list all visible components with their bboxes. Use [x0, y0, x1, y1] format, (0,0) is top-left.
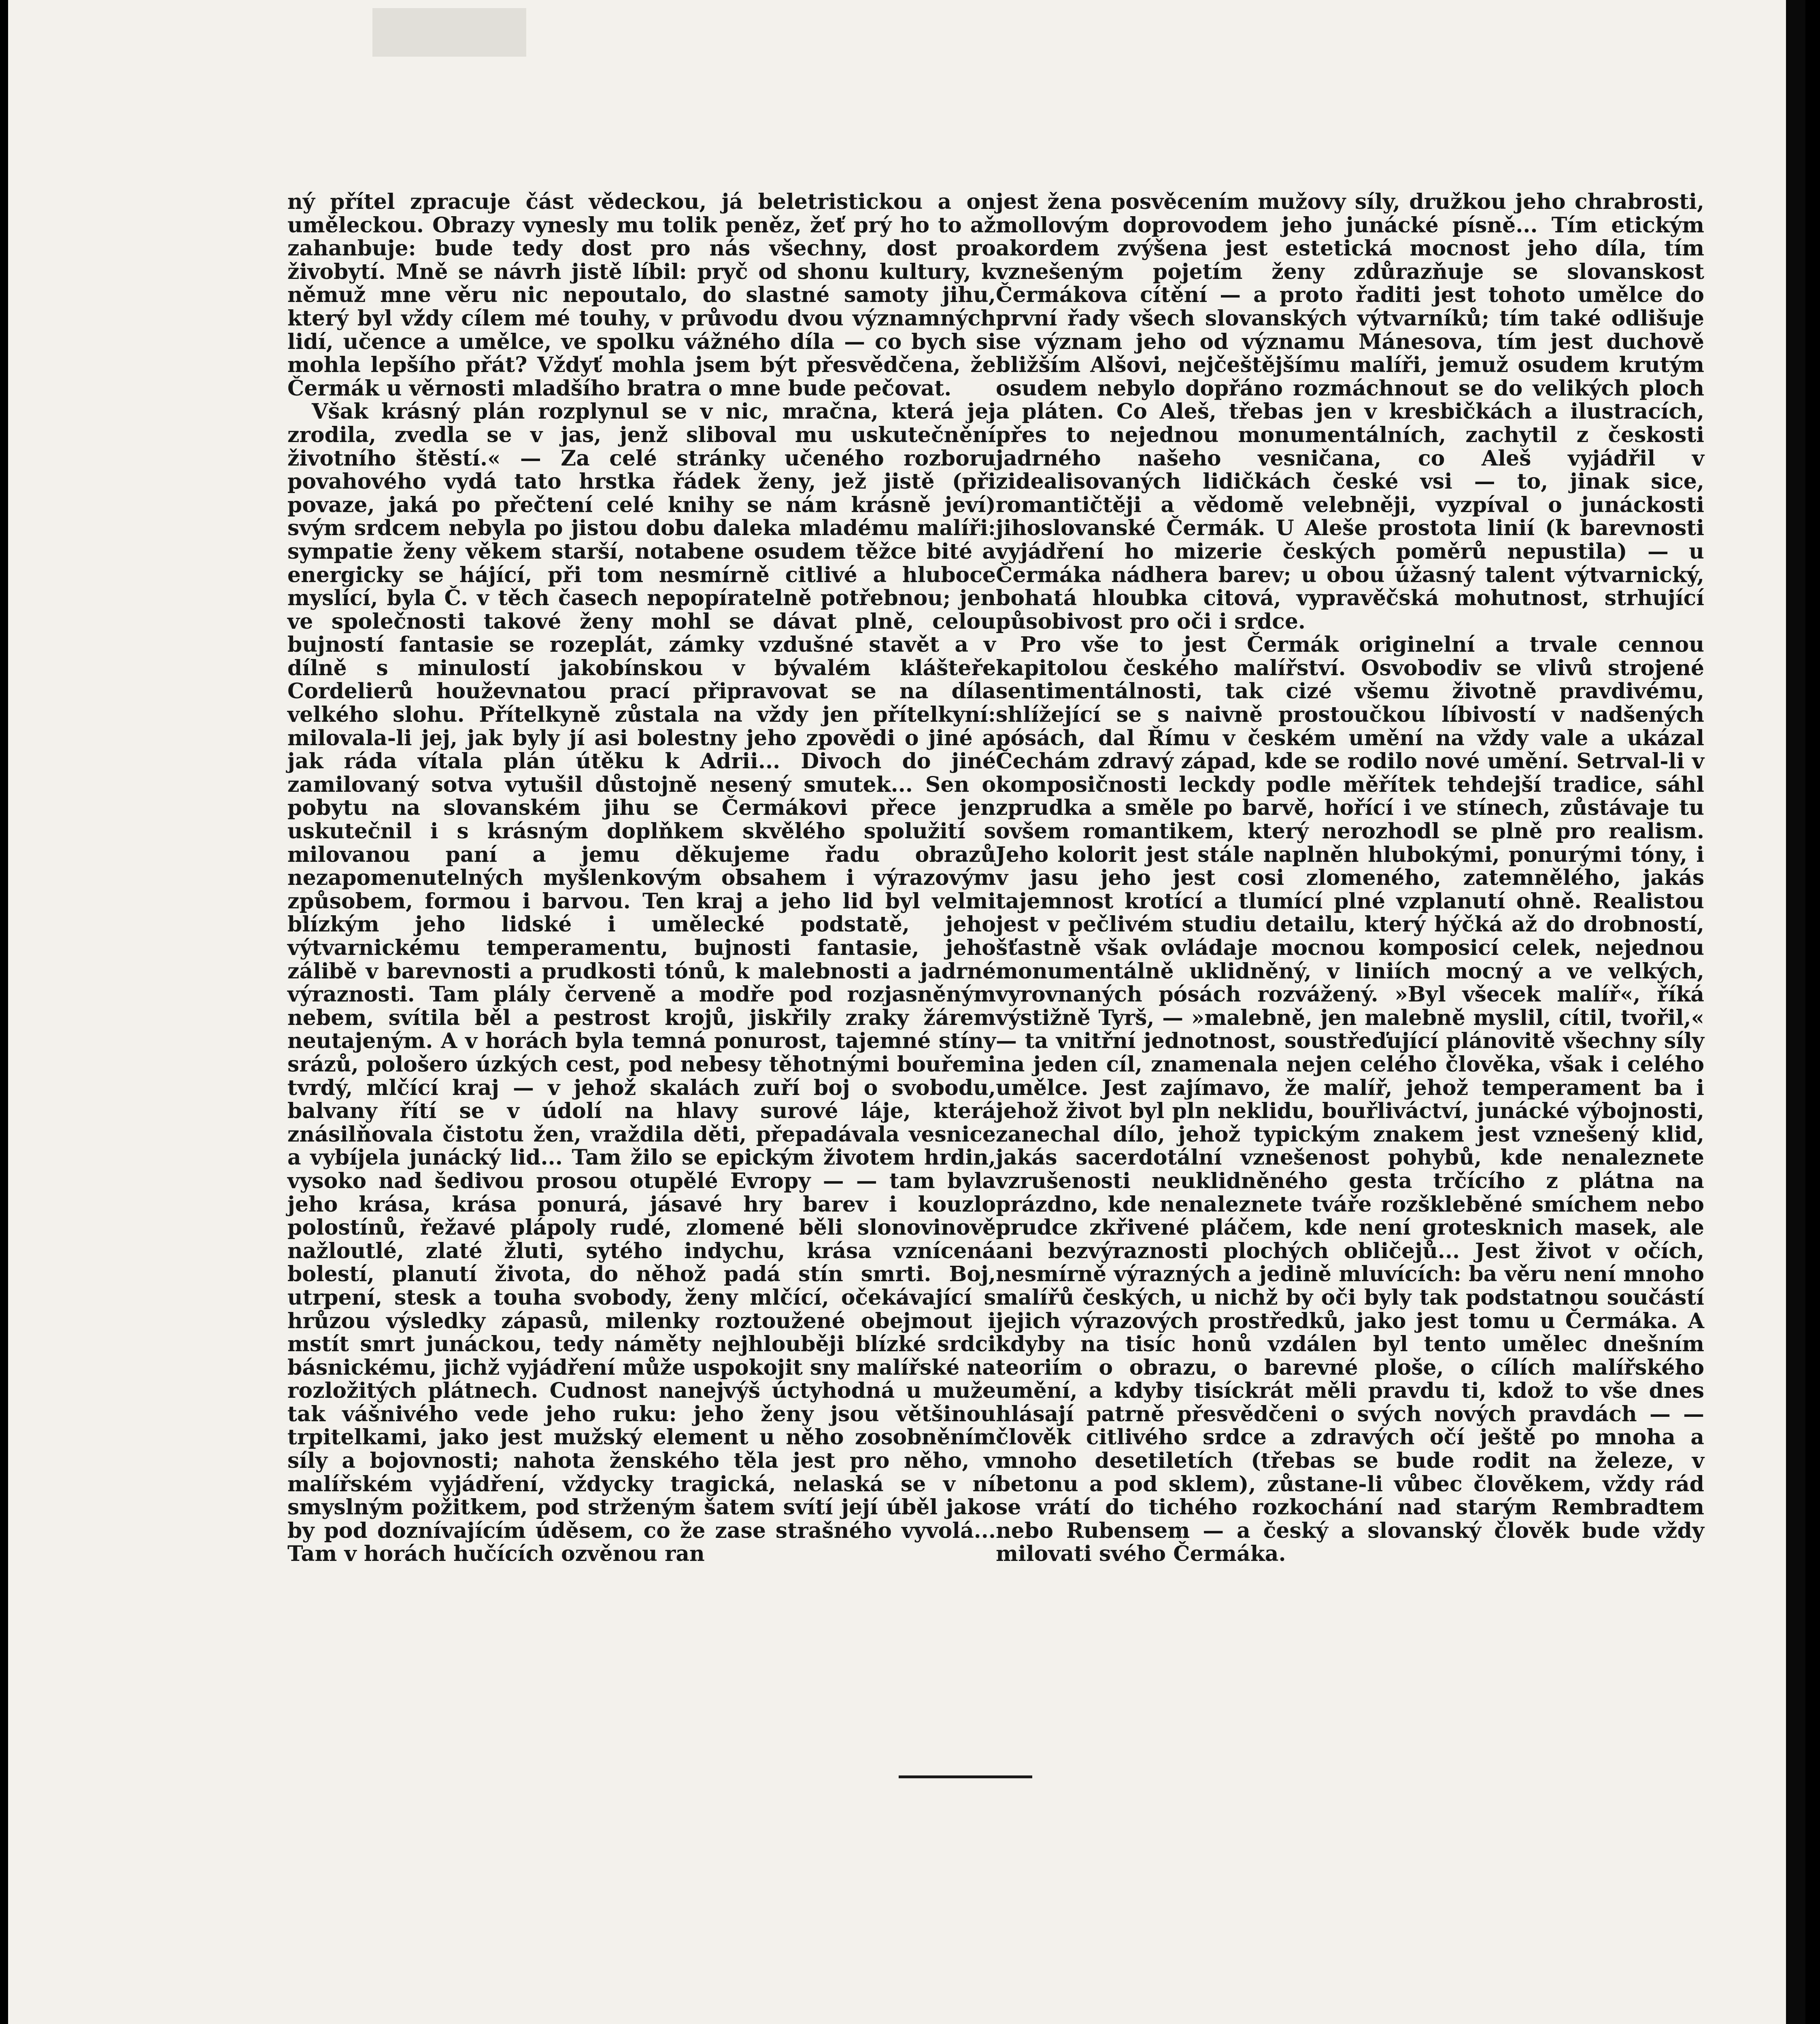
paragraph: Pro vše to jest Čermák originelní a trvale cennou kapitolou českého malířství. Osvobodiv se vlivů strojené sentimentálnosti, tak cizé všemu životně pravdivému, shlížející se s naivně prostoučkou líbivostí v nadšených pósách, dal Římu v českém umění na vždy vale a ukázal Čechám zdravý západ, kde se rodilo nové umění. Setrval-li v komposičnosti leckdy podle měřítek tehdejší tradice, sáhl zprudka a směle po barvě, hořící i ve stínech, zůstávaje tu ovšem romantikem, který nerozhodl se plně pro realism. Jeho kolorit jest stále naplněn hlubokými, ponurými tóny, i v jasu jeho jest cosi zlomeného, zatemnělého, jakás tajemnost krotící a tlumící plné vzplanutí ohně. Realistou jest v pečlivém studiu detailu, který hýčká až do drobností, šťastně však ovládaje mocnou komposicí celek, nejednou monumentálně uklidněný, v liniích mocný a ve velkých, vyrovnaných pósách rozvážený. »Byl všecek malíř«, říká výstižně Tyrš, — »malebně, jen malebně myslil, cítil, tvořil,« — ta vnitřní jednotnost, soustřeďující plánovitě všechny síly na jeden cíl, znamenala nejen celého člověka, však i celého umělce. Jest zajímavo, že malíř, jehož temperament ba i jehož život byl pln neklidu, bouřliváctví, junácké výbojnosti, zanechal dílo, jehož typickým znakem jest vznešený klid, jakás sacerdotální vznešenost pohybů, kde nenaleznete vzrušenosti neuklidněného gesta trčícího z plátna na prázdno, kde nenaleznete tváře rozškleběné smíchem nebo prudce zkřivené pláčem, kde není grotesknich masek, ale ani bezvýraznosti plochých obličejů... Jest život v očích, nesmírně výrazných a jedině mluvících: ba věru není mnoho malířů českých, u nichž by oči byly tak podstatnou součástí jejich výrazových prostředků, jako jest tomu u Čermáka. A kdyby na tisíc honů vzdálen byl tento umělec dnešním teoriím o obrazu, o barevné ploše, o cílích malířského umění, a kdyby tisíckrát měli pravdu ti, kdož to vše dnes hlásají patrně přesvědčeni o svých nových pravdách — — člověk citlivého srdce a zdravých očí ještě po mnoha a mnoho desetiletích (třebas se bude rodit na železe, v betonu a pod sklem), zůstane-li vůbec člověkem, vždy rád se vrátí do tichého rozkochání nad starým Rembradtem nebo Rubensem — a český a slovanský člověk bude vždy milovati svého Čermáka.: [996, 632, 1704, 1567]
corner-smudge-top: [372, 8, 526, 57]
text-column-right: [996, 190, 1704, 1566]
paragraph: Však krásný plán rozplynul se v nic, mračna, která jej zrodila, zvedla se v jas, jenž sliboval mu uskutečnění životního štěstí.« — Za celé stránky učeného rozboru povahového vydá tato hrstka řádek ženy, jež jistě (při povaze, jaká po přečtení celé knihy se nám krásně jeví) svým srdcem nebyla po jistou dobu daleka mladému malíři: sympatie ženy věkem starší, notabene osudem těžce bité a energicky se hájící, při tom nesmírně citlivé a hluboce myslící, byla Č. v těch časech nepopíratelně potřebnou; jen ve společnosti takové ženy mohl se dávat plně, celou bujností fantasie se rozeplát, zámky vzdušné stavět a v dílně s minulostí jakobínskou v bývalém klášteře Cordelierů houževnatou prací připravovat se na díla velkého slohu. Přítelkyně zůstala na vždy jen přítelkyní: milovala-li jej, jak byly jí asi bolestny jeho zpovědi o jiné a jak ráda vítala plán útěku k Adrii... Divoch do jiné zamilovaný sotva vytušil důstojně nesený smutek... Sen o pobytu na slovanském jihu se Čermákovi přece jen uskutečnil i s krásným doplňkem skvělého spolužití s milovanou paní a jemu děkujeme řadu obrazů nezapomenutelných myšlenkovým obsahem i výrazovým způsobem, formou i barvou. Ten kraj a jeho lid byl velmi blízkým jeho lidské i umělecké podstatě, jeho výtvarnickému temperamentu, bujnosti fantasie, jeho zálibě v barevnosti a prudkosti tónů, k malebnosti a jadrné výraznosti. Tam plály červeně a modře pod rozjasněným nebem, svítila běl a pestrost krojů, jiskřily zraky žárem neutajeným. A v horách byla temná ponurost, tajemné stíny srázů, pološero úzkých cest, pod nebesy těhotnými bouřemi tvrdý, mlčící kraj — v jehož skalách zuří boj o svobodu, balvany řítí se v údolí na hlavy surové láje, která znásilňovala čistotu žen, vraždila děti, přepadávala vesnice a vybíjela junácký lid... Tam žilo se epickým životem hrdin, vysoko nad šedivou prosou otupělé Evropy — — tam byla jeho krása, krása ponurá, jásavé hry barev i kouzlo polostínů, řežavé plápoly rudé, zlomené běli slonovinově nažloutlé, zlaté žluti, sytého indychu, krása vznícená bolestí, planutí života, do něhož padá stín smrti. Boj, utrpení, stesk a touha svobody, ženy mlčící, očekávající s hrůzou výsledky zápasů, milenky roztoužené obejmout i mstít smrt junáckou, tedy náměty nejhlouběji blízké srdci básnickému, jichž vyjádření může uspokojit sny malířské na rozložitých plátnech. Cudnost nanejvýš úctyhodná u muže tak vášnivého vede jeho ruku: jeho ženy jsou většinou trpitelkami, jako jest mužský element u něho zosobněním síly a bojovnosti; nahota ženského těla jest pro něho, v malířském vyjádření, vždycky tragická, nelaská se v ní smyslným požitkem, pod strženým šatem svítí její úběl jako by pod doznívajícím úděsem, co že zase strašného vyvolá... Tam v horách hučících ozvěnou ran: [287, 399, 996, 1567]
section-rule: [899, 1775, 1032, 1778]
paragraph: jest žena posvěcením mužovy síly, družkou jeho chrabrosti, mollovým doprovodem jeho junácké písně... Tím etickým akordem zvýšena jest estetická mocnost jeho díla, tím vznešeným pojetím ženy zdůrazňuje se slovanskost Čermákova cítění — a proto řaditi jest tohoto umělce do první řady všech slovanských výtvarníků; tím také odlišuje se význam jeho od významu Mánesova, tím jest duchově bližším Alšovi, nejčeštějšímu malíři, jemuž osudem krutým osudem nebylo dopřáno rozmáchnout se do velikých ploch a pláten. Co Aleš, třebas jen v kresbičkách a ilustracích, přes to nejednou monumentálních, zachytil z českosti jadrného našeho vesničana, co Aleš vyjádřil v zidealisovaných lidičkách české vsi — to, jinak sice, romantičtěji a vědomě velebněji, vyzpíval o junáckosti jihoslovanské Čermák. U Aleše prostota linií (k barevnosti vyjádření ho mizerie českých poměrů nepustila) — u Čermáka nádhera barev; u obou úžasný talent výtvarnický, bohatá hloubka citová, vypravěčská mohutnost, strhující působivost pro oči i srdce.: [996, 189, 1704, 634]
text-column-left: [287, 190, 996, 1566]
paragraph: ný přítel zpracuje část vědeckou, já beletristickou a on uměleckou. Obrazy vynesly mu tolik peněz, žeť prý ho to až zahanbuje: bude tedy dost pro nás všechny, dost pro živobytí. Mně se návrh jistě líbil: pryč od shonu kultury, k němuž mne věru nic nepoutalo, do slastné samoty jihu, který byl vždy cílem mé touhy, v průvodu dvou významných lidí, učence a umělce, ve spolku vážného díla — co bych si mohla lepšího přát? Vždyť mohla jsem být přesvědčena, že Čermák u věrnosti mladšího bratra o mne bude pečovat.: [287, 189, 996, 401]
scan-edge: [1786, 0, 1805, 2024]
book-page: [8, 0, 1805, 2024]
